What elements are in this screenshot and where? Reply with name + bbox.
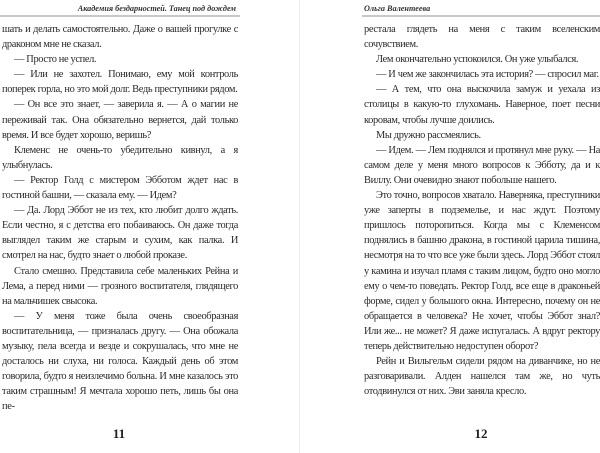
paragraph: Рейн и Вильгельм сидели рядом на диванчике, но не разговаривали. Алден нашелся там же, но чуть отодвинулся от них. Эви заняла кресло. — [364, 356, 600, 398]
paragraph: рестала глядеть на меня с таким вселенским сочувствием. — [364, 24, 600, 51]
paragraph: — Ректор Голд с мистером Эбботом ждет нас в гостиной башни, — сказала ему. — Идем? — [2, 174, 238, 202]
running-head-author: Ольга Валентеева — [364, 4, 431, 13]
running-head-book-title: Академия бездарностей. Танец под дождем — [77, 4, 236, 13]
paragraph: Лем окончательно успокоился. Он уже улыбался. — [376, 54, 579, 66]
left-page — [0, 0, 238, 453]
left-page-body — [2, 22, 238, 414]
paragraph: Стало смешно. Представила себе маленьких Рейна и Лема, а перед ними — грозного воспитателя, глядящего на мальчишек свысока. — [2, 265, 238, 307]
header-rule — [362, 15, 600, 17]
paragraph: — И чем же закончилась эта история? — спросил маг. — [376, 69, 599, 81]
paragraph: — Он все это знает, — заверила я. — А о магии не переживай так. Она обязательно вернется, дай только время. И все будет хорошо, веришь? — [2, 99, 238, 141]
paragraph: — А тем, что она выскочила замуж и уехала из столицы в какую-то глухомань. Наверное, поет песни коровам, чтобы лучше доились. — [364, 84, 600, 126]
paragraph: — Просто не успел. — [14, 54, 97, 66]
page-number: 12 — [474, 426, 488, 441]
paragraph: — Идем. — Лем поднялся и протянул мне руку. — На самом деле у меня много вопросов к Эбботу, да и к Виллу. Они очевидно знают побольше нашего. — [364, 144, 600, 186]
paragraph: — У меня тоже была очень своеобразная воспитательница, — призналась другу. — Она обожала музыку, пела всегда и везде и сокрушалась, что мне не досталось ни слуха, ни голоса. Каждый день об этом говорила, будто я неизлечимо больна. И мне казалось это таким страшным! Я мечтала хорошо петь, лишь бы она пе- — [2, 310, 238, 413]
paragraph: Мы дружно рассмеялись. — [376, 129, 481, 141]
page-number: 11 — [112, 426, 126, 441]
page-gutter — [299, 0, 300, 453]
paragraph: — Да. Лорд Эббот не из тех, кто любит долго ждать. Если честно, я с детства его побаиваюсь. Он даже тогда выглядел таким же старым и сухим, как палка. И смотрел на нас, будто знает о любой проказе. — [2, 205, 238, 262]
paragraph: Клеменс не очень-то убедительно кивнул, а я улыбнулась. — [2, 144, 238, 171]
header-rule — [0, 15, 240, 17]
paragraph: — Или не захотел. Понимаю, ему мой контроль поперек горла, но это мой долг. Ведь преступники рядом. — [2, 69, 238, 96]
right-page-body — [364, 22, 600, 399]
paragraph: шать и делать самостоятельно. Даже о вашей прогулке с драконом мне не сказал. — [2, 24, 238, 51]
paragraph: Это точно, вопросов хватало. Наверняка, преступники уже заперты в подземелье, и нас ждут. Поэтому пришлось поторопиться. Когда мы с Клеменсом поднялись в башню дракона, в гостиной царила тишина, несмотря на то что все уже были здесь. Лорд Эббот стоял у камина и изучал пламя с таким лицом, будто оно могло ему о чем-то поведать. Ректор Голд, все еще в драконьей форме, сидел у большого окна. Интересно, почему он не обращается в человека? Не хочет, чтобы Эббот знал? Или же... не может? Я даже испугалась. А вдруг ректору теперь действительно недоступен оборот? — [364, 190, 600, 352]
right-page — [362, 0, 600, 453]
